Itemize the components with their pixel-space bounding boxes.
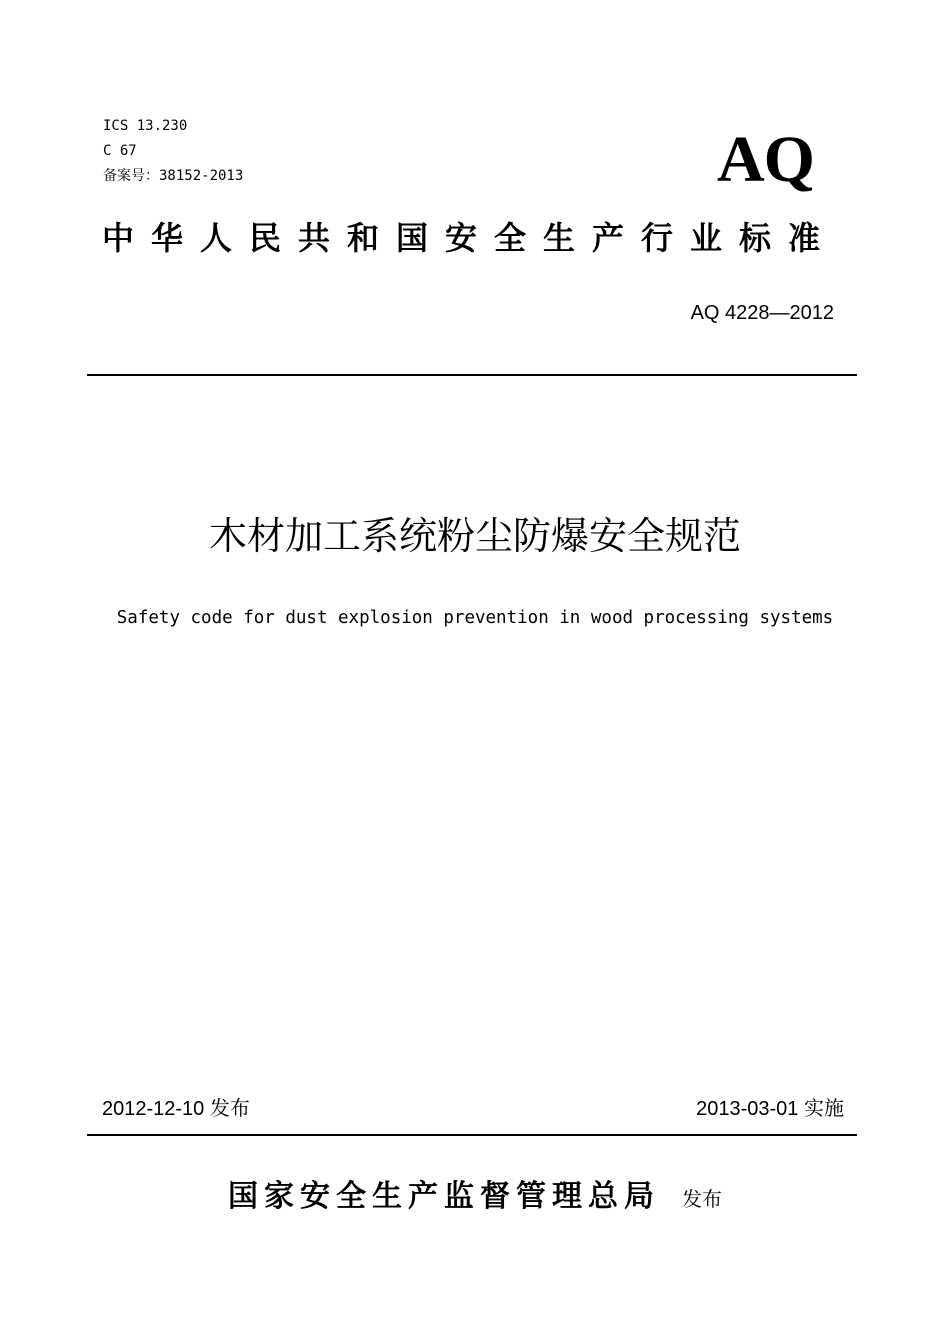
- issuer-line: [0, 1176, 950, 1220]
- top-divider: [87, 374, 857, 376]
- aq-logo: AQ: [717, 123, 814, 196]
- standard-category-title: 中华人民共和国安全生产行业标准: [102, 219, 838, 257]
- filing-number: 备案号：38152-2013: [103, 168, 244, 184]
- issuing-authority: 国家安全生产监督管理总局: [228, 1179, 660, 1214]
- ics-code: ICS 13.230: [103, 118, 188, 134]
- standard-number: AQ 4228—2012: [690, 302, 834, 324]
- document-title-chinese: 木材加工系统粉尘防爆安全规范: [208, 514, 741, 558]
- bottom-divider: [87, 1134, 857, 1136]
- issue-date: 2012-12-10 发布: [102, 1098, 250, 1120]
- implementation-date: 2013-03-01 实施: [696, 1098, 844, 1120]
- ccs-code: C 67: [103, 143, 137, 159]
- document-title-english: Safety code for dust explosion prevention in wood processing systems: [116, 608, 834, 628]
- issuer-suffix: 发布: [682, 1187, 722, 1211]
